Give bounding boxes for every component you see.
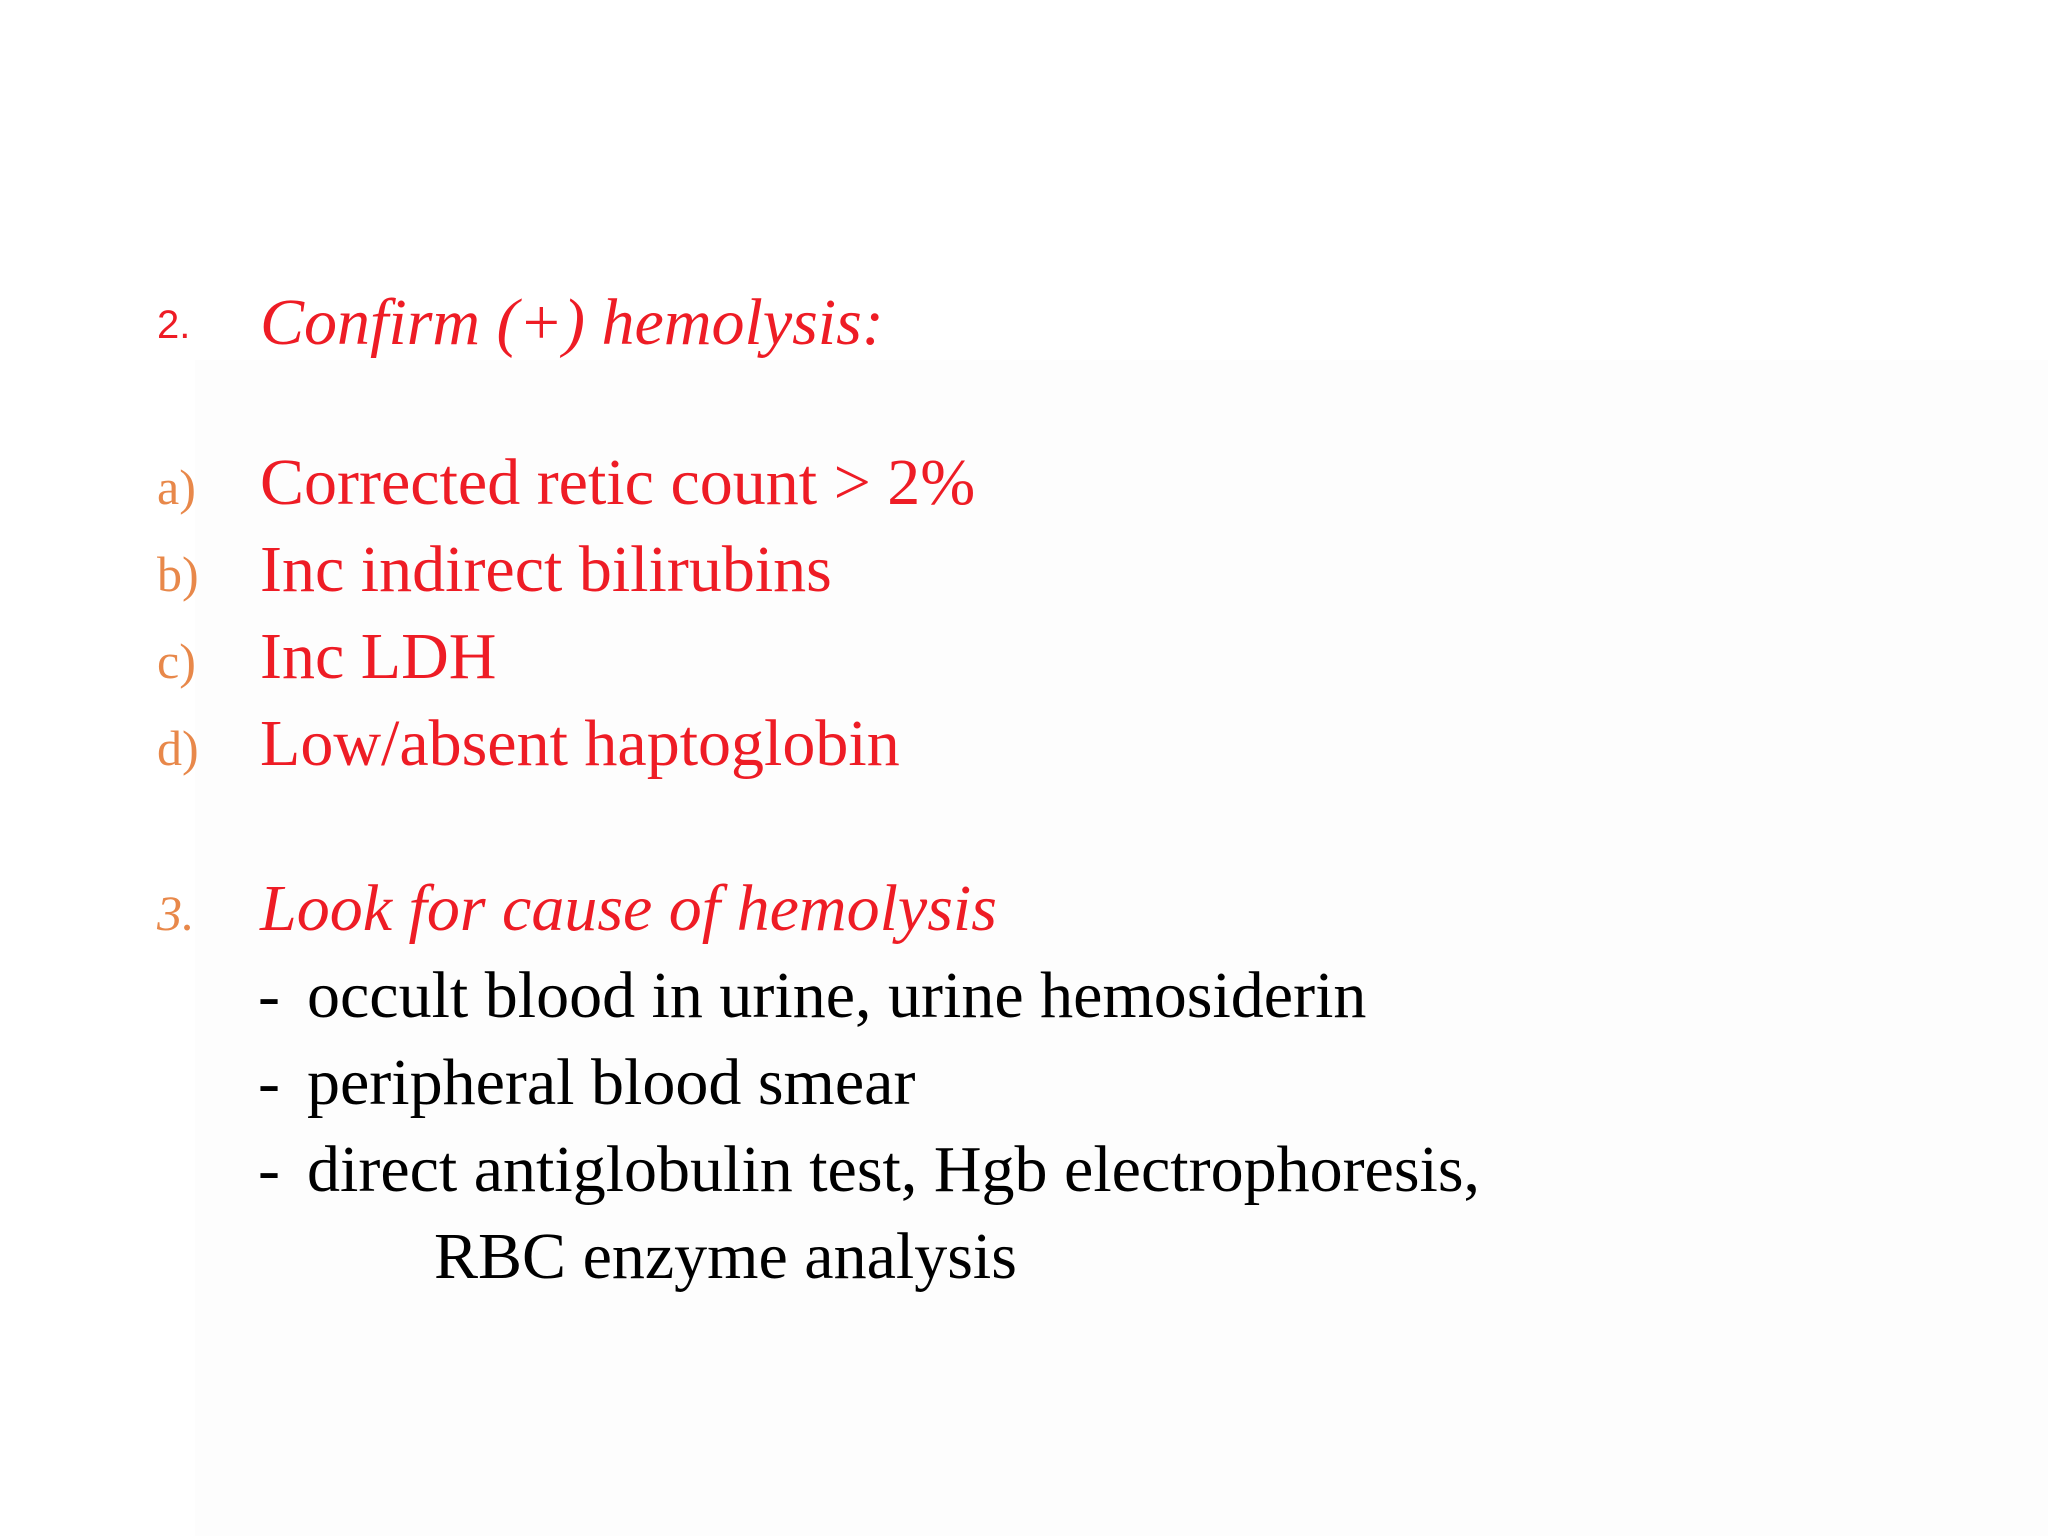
bullet-dash: - [258, 1046, 280, 1119]
section-3-heading: Look for cause of hemolysis [260, 872, 997, 945]
criteria-marker: b) [157, 546, 199, 602]
section-2-number: 2. [157, 303, 191, 347]
continuation-text: RBC enzyme analysis [434, 1220, 1017, 1293]
criteria-marker: c) [157, 633, 196, 689]
bullet-text: occult blood in urine, urine hemosiderin [307, 959, 1367, 1032]
criteria-text: Inc indirect bilirubins [260, 533, 832, 606]
section-2-heading: Confirm (+) hemolysis: [260, 286, 884, 359]
section-3-number: 3. [157, 885, 195, 941]
bullet-text: direct antiglobulin test, Hgb electrophoresis, [307, 1133, 1481, 1206]
criteria-marker: d) [157, 720, 199, 776]
criteria-text: Low/absent haptoglobin [260, 707, 900, 780]
bullet-dash: - [258, 959, 280, 1032]
bullet-text: peripheral blood smear [307, 1046, 916, 1119]
criteria-text: Inc LDH [260, 620, 497, 693]
criteria-marker: a) [157, 459, 196, 515]
criteria-text: Corrected retic count > 2% [260, 446, 976, 519]
bullet-dash: - [258, 1133, 280, 1206]
